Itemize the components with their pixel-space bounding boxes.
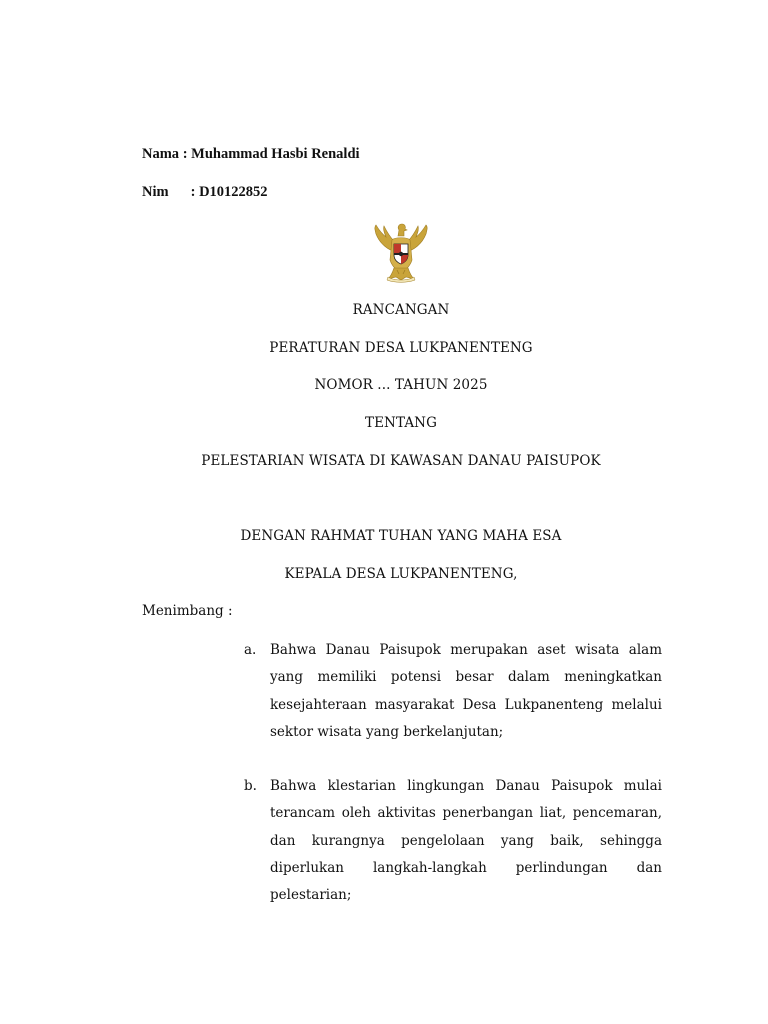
heading-nomor: NOMOR ... TAHUN 2025 <box>314 377 488 393</box>
list-item <box>244 637 662 746</box>
list-item-text: Bahwa Danau Paisupok merupakan aset wisata alam yang memiliki potensi besar dalam meningkatkan kesejahteraan masyarakat Desa Lukpanenteng melalui sektor wisata yang berkelanjutan; <box>270 642 662 740</box>
garuda-emblem-icon <box>366 222 436 284</box>
name-value: : Muhammad Hasbi Renaldi <box>182 146 360 162</box>
heading-tentang: TENTANG <box>365 415 437 431</box>
heading-peraturan: PERATURAN DESA LUKPANENTENG <box>269 340 533 356</box>
nim-value: : D10122852 <box>190 184 268 200</box>
menimbang-label: Menimbang : <box>142 603 233 619</box>
list-item-marker: a. <box>244 642 257 658</box>
list-item-text: Bahwa klestarian lingkungan Danau Paisupok mulai terancam oleh aktivitas penerbangan liat, pencemaran, dan kurangnya pengelolaan yang baik, sehingga diperlukan langkah-langkah perlindungan dan pelestarian; <box>270 778 662 904</box>
heading-rahmat: DENGAN RAHMAT TUHAN YANG MAHA ESA <box>240 528 562 544</box>
list-item <box>244 773 662 909</box>
name-label: Nama <box>142 146 180 162</box>
nim-label: Nim <box>142 184 169 200</box>
list-item-marker: b. <box>244 778 257 794</box>
heading-rancangan: RANCANGAN <box>352 302 450 318</box>
student-name-line <box>142 146 360 163</box>
student-nim-line <box>142 184 268 201</box>
heading-kepala-desa: KEPALA DESA LUKPANENTENG, <box>284 566 518 582</box>
heading-subject: PELESTARIAN WISATA DI KAWASAN DANAU PAISUPOK <box>201 453 601 469</box>
